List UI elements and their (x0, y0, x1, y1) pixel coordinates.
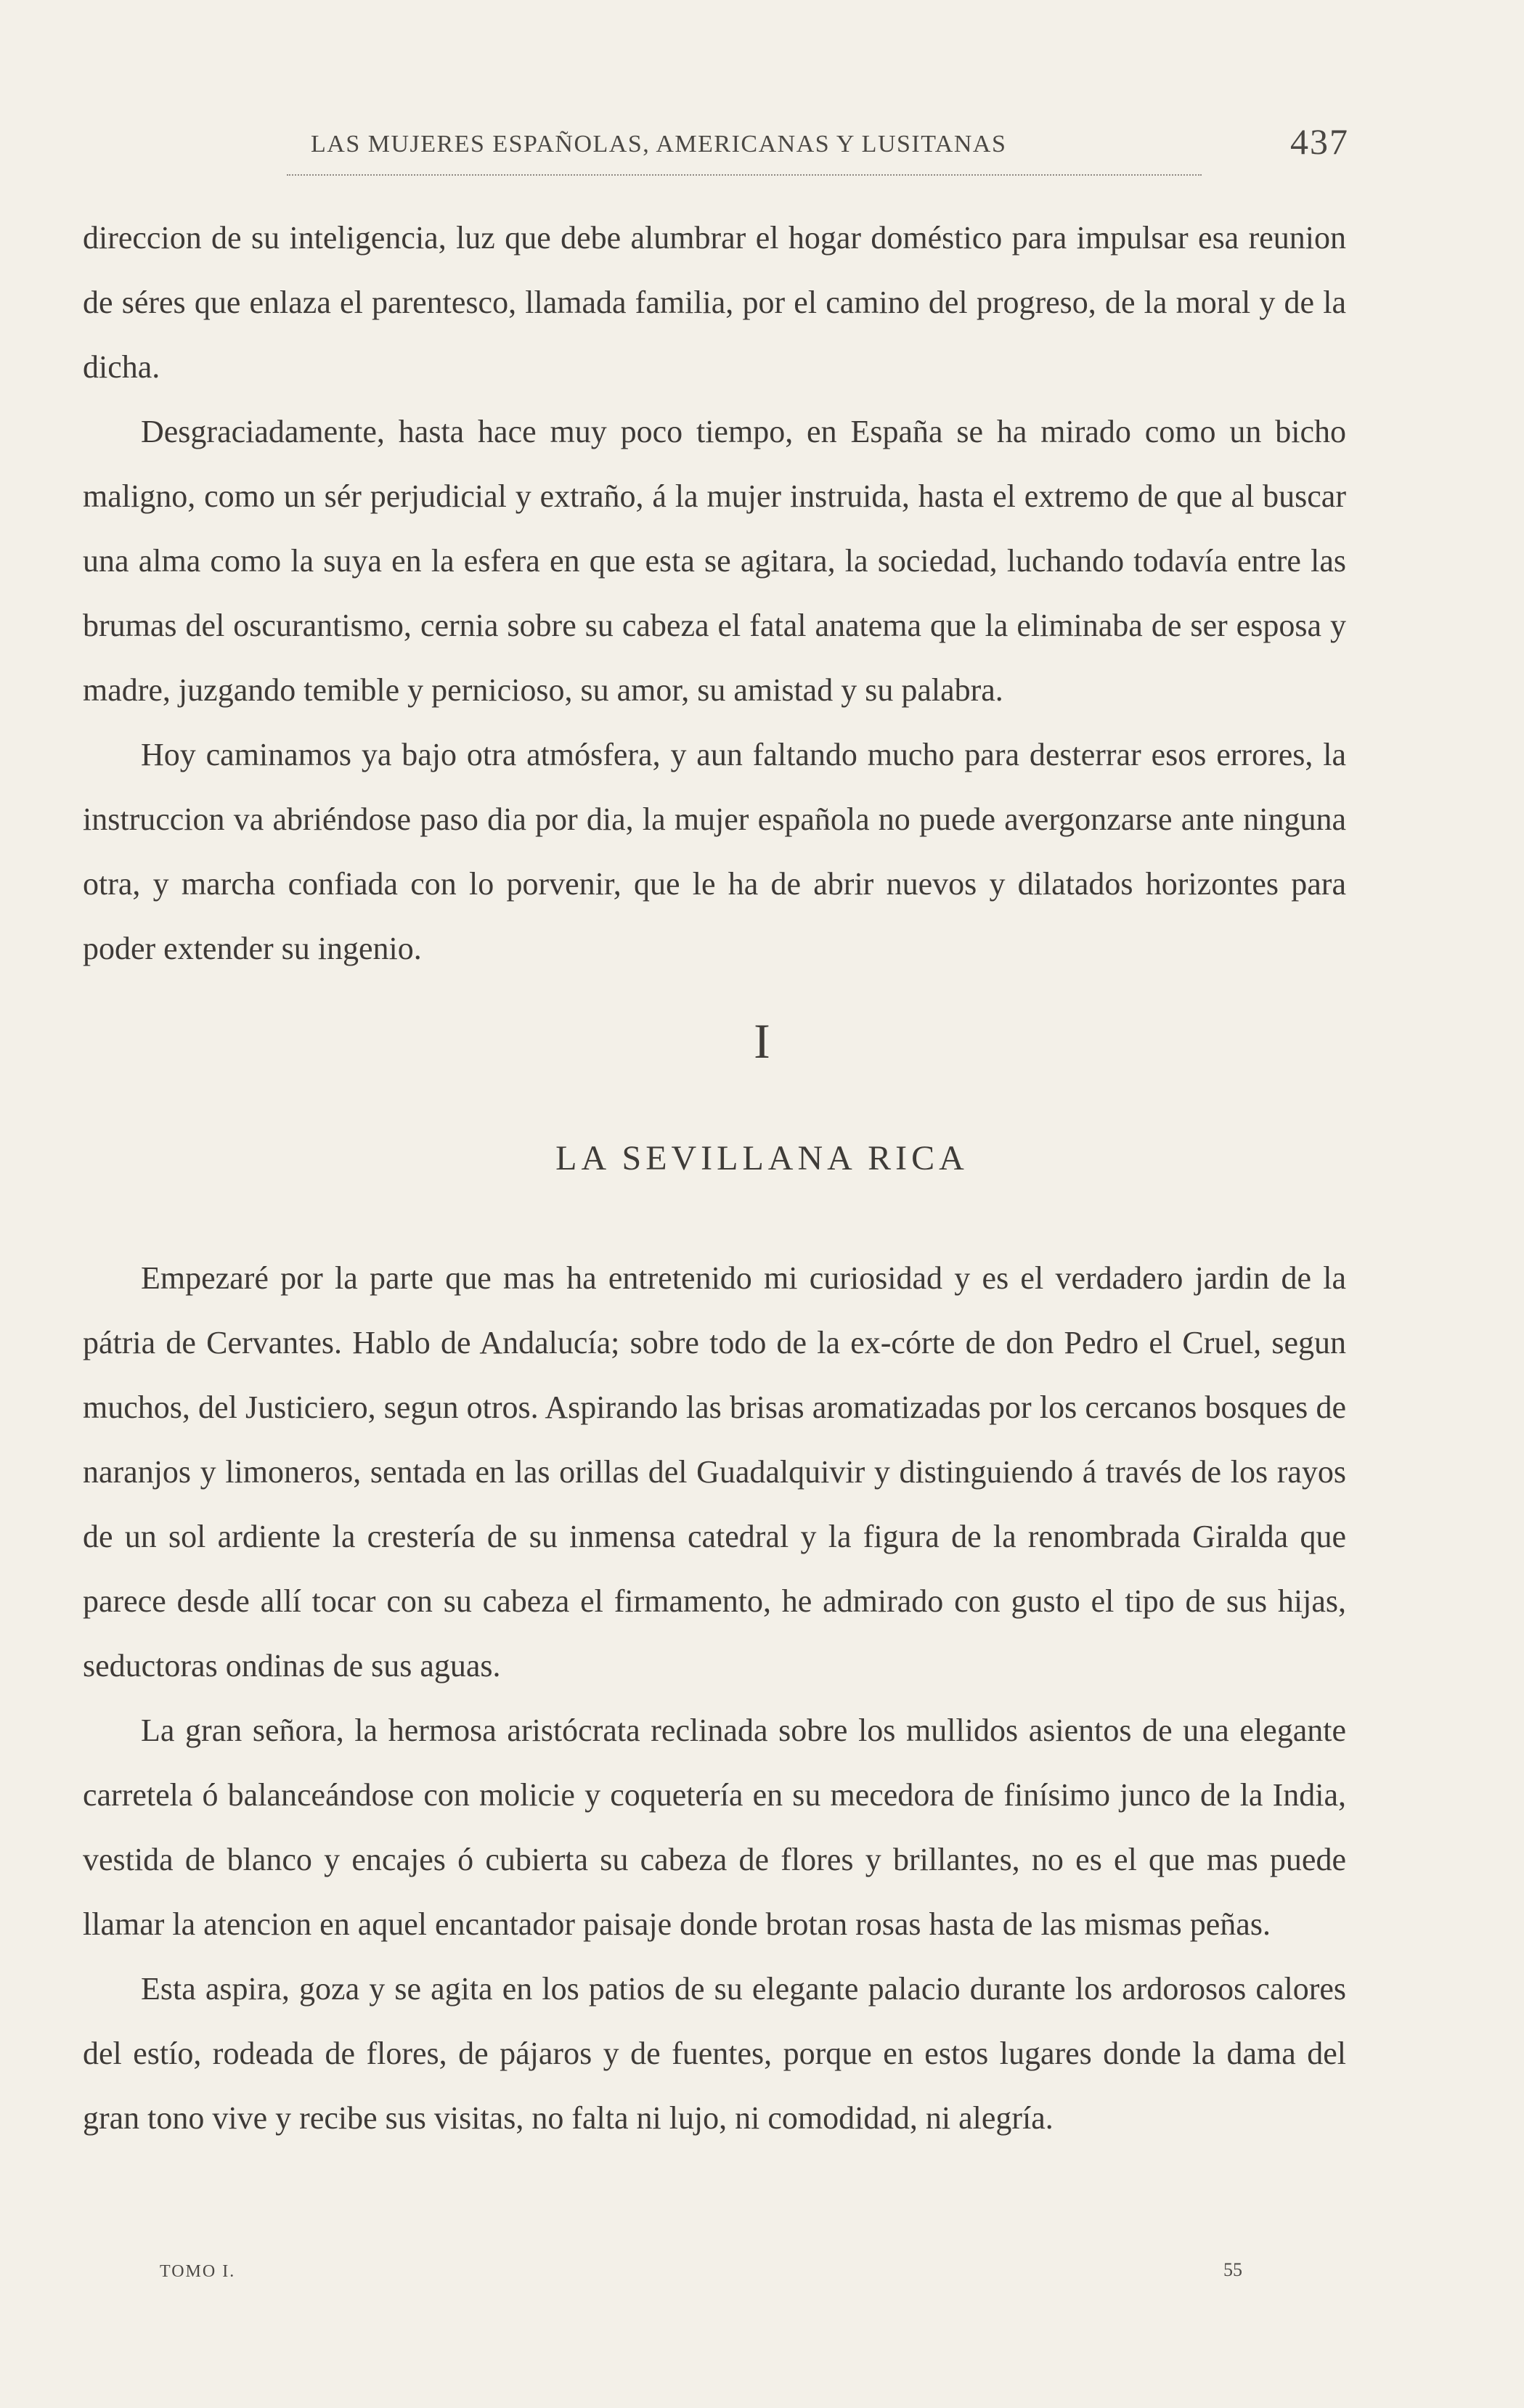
running-title: LAS MUJERES ESPAÑOLAS, AMERICANAS Y LUSITANAS (311, 131, 1007, 158)
paragraph-5: La gran señora, la hermosa aristócrata reclinada sobre los mullidos asientos de una elegante carretela ó balanceándose con molicie y coquetería en su mecedora de finísimo junco de la India, vestida de blanco y encajes ó cubierta su cabeza de flores y brillantes, no es el que mas puede llamar la atencion en aquel encantador paisaje donde brotan rosas hasta de las mismas peñas. (83, 1713, 1346, 1942)
paragraph-3: Hoy caminamos ya bajo otra atmósfera, y aun faltando mucho para desterrar esos errores, la instruccion va abriéndose paso dia por dia, la mujer española no puede avergonzarse ante ninguna otra, y marcha confiada con lo porvenir, que le ha de abrir nuevos y dilatados horizontes para poder extender su ingenio. (83, 737, 1346, 966)
page-header (231, 113, 1349, 179)
paragraph-6: Esta aspira, goza y se agita en los patios de su elegante palacio durante los ardorosos calores del estío, rodeada de flores, de pájaros y de fuentes, porque en estos lugares donde la dama del gran tono vive y recibe sus visitas, no falta ni lujo, ni comodidad, ni alegría. (83, 1971, 1346, 2136)
section-title: LA SEVILLANA RICA (555, 1139, 969, 1178)
paragraph-4: Empezaré por la parte que mas ha entretenido mi curiosidad y es el verdadero jardin de la pátria de Cervantes. Hablo de Andalucía; sobre todo de la ex-córte de don Pedro el Cruel, segun muchos, del Justiciero, segun otros. Aspirando las brisas aromatizadas por los cercanos bosques de naranjos y limoneros, sentada en las orillas del Guadalquivir y distinguiendo á través de los rayos de un sol ardiente la crestería de su inmensa catedral y la figura de la renombrada Giralda que parece desde allí tocar con su cabeza el firmamento, he admirado con gusto el tipo de sus hijas, seductoras ondinas de sus aguas. (83, 1260, 1346, 1683)
paragraph-2: Desgraciadamente, hasta hace muy poco tiempo, en España se ha mirado como un bicho maligno, como un sér perjudicial y extraño, á la mujer instruida, hasta el extremo de que al buscar una alma como la suya en la esfera en que esta se agitara, la sociedad, luchando todavía entre las brumas del oscurantismo, cernia sobre su cabeza el fatal anatema que la eliminaba de ser esposa y madre, juzgando temible y pernicioso, su amor, su amistad y su palabra. (83, 414, 1346, 708)
text-block-section (83, 1246, 1346, 2150)
page-number: 437 (1290, 121, 1349, 162)
section-number: I (754, 1013, 770, 1069)
signature-mark: 55 (1223, 2259, 1242, 2280)
header-rule (287, 174, 1202, 176)
paragraph-1: direccion de su inteligencia, luz que debe alumbrar el hogar doméstico para impulsar esa reunion de séres que enlaza el parentesco, llamada familia, por el camino del progreso, de la moral y de la dicha. (83, 220, 1346, 385)
text-block-intro (83, 205, 1346, 981)
volume-label: TOMO I. (160, 2262, 236, 2281)
